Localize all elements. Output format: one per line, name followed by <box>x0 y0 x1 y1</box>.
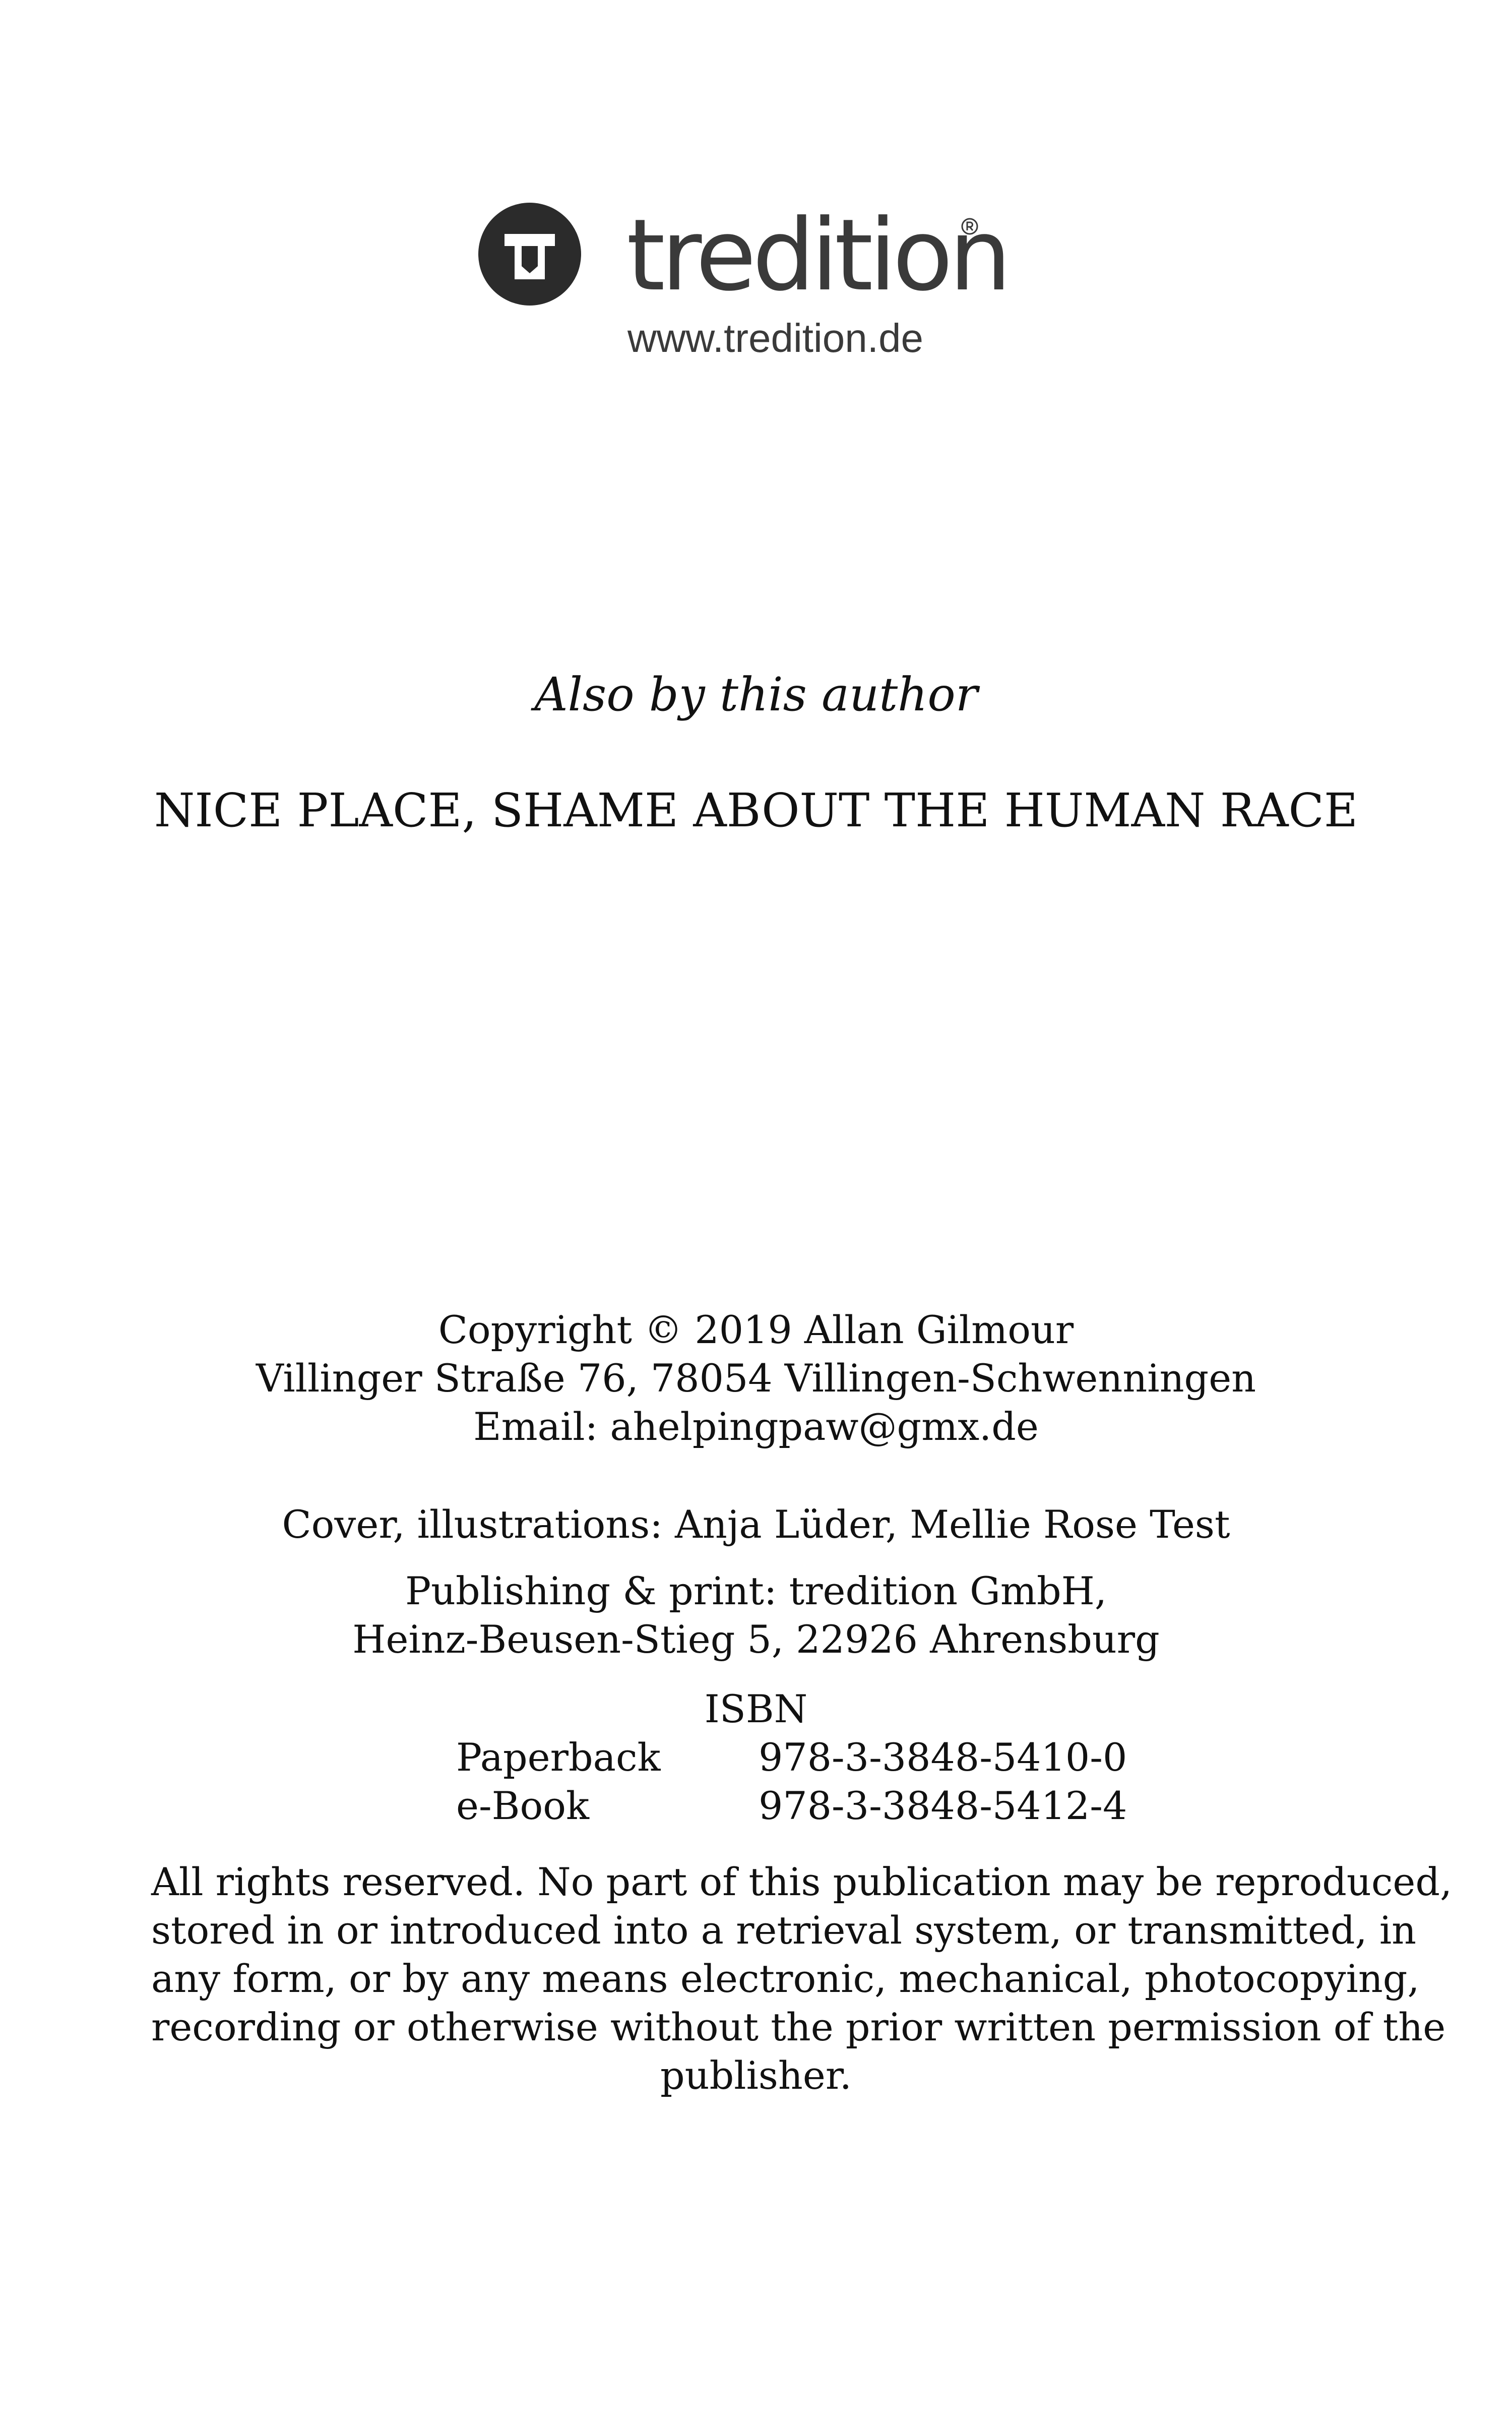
also-by-heading: Also by this author <box>534 668 978 721</box>
rights-line: All rights reserved. No part of this publication may be reproduced, <box>151 1859 1453 1904</box>
rights-line: recording or otherwise without the prior written permission of the <box>151 2005 1446 2049</box>
other-book-title: NICE PLACE, SHAME ABOUT THE HUMAN RACE <box>154 783 1358 837</box>
rights-line: any form, or by any means electronic, mechanical, photocopying, <box>151 1956 1420 2001</box>
isbn-row-paperback <box>456 1733 1162 1782</box>
publisher-line: Publishing & print: tredition GmbH, <box>405 1568 1107 1613</box>
isbn-heading: ISBN <box>704 1686 808 1731</box>
tredition-emblem-icon <box>478 203 581 306</box>
isbn-table <box>456 1733 1162 1830</box>
tredition-logo <box>476 196 1008 367</box>
cover-credits: Cover, illustrations: Anja Lüder, Mellie Rose Test <box>282 1502 1230 1547</box>
isbn-format: e-Book <box>456 1783 590 1828</box>
registered-trademark-icon <box>961 218 978 235</box>
rights-line: stored in or introduced into a retrieval system, or transmitted, in <box>151 1908 1417 1953</box>
isbn-number: 978-3-3848-5410-0 <box>759 1735 1127 1780</box>
author-address: Villinger Straße 76, 78054 Villingen-Schwenningen <box>256 1356 1256 1401</box>
isbn-number: 978-3-3848-5412-4 <box>759 1783 1127 1828</box>
rights-line: publisher. <box>660 2053 852 2098</box>
publisher-address: Heinz-Beusen-Stieg 5, 22926 Ahrensburg <box>352 1617 1160 1662</box>
logo-wordmark: tredition <box>626 198 1008 313</box>
logo-url: www.tredition.de <box>627 316 923 360</box>
author-email: Email: ahelpingpaw@gmx.de <box>473 1404 1039 1449</box>
isbn-row-ebook <box>456 1782 1162 1830</box>
rights-notice <box>151 1858 1453 2100</box>
copyright-line: Copyright © 2019 Allan Gilmour <box>438 1307 1074 1352</box>
isbn-format: Paperback <box>456 1735 661 1780</box>
